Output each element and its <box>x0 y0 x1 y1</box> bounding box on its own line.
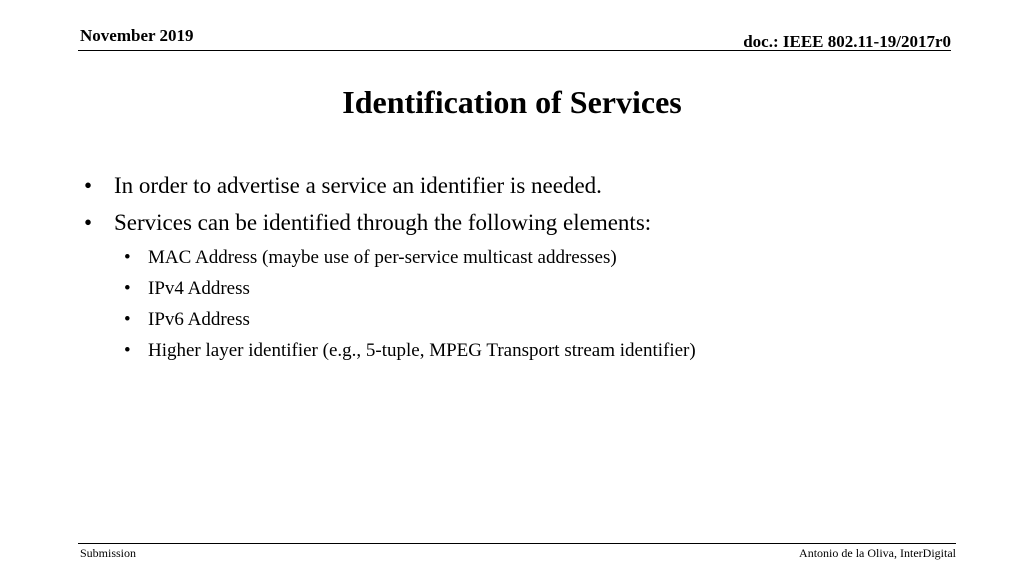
header-doc-id: doc.: IEEE 802.11-19/2017r0 <box>743 32 951 51</box>
header-divider <box>78 50 951 51</box>
header-date: November 2019 <box>80 26 194 45</box>
bullet-icon: • <box>124 309 131 330</box>
sub-bullet-text: Higher layer identifier (e.g., 5-tuple, MPEG Transport stream identifier) <box>148 340 696 361</box>
sub-bullet-text: MAC Address (maybe use of per-service multicast addresses) <box>148 247 617 268</box>
bullet-item <box>84 209 696 237</box>
bullet-icon: • <box>84 210 93 235</box>
bullet-text: Services can be identified through the following elements: <box>114 210 652 235</box>
bullet-icon: • <box>124 247 131 268</box>
bullet-item <box>84 172 696 200</box>
sub-bullet-text: IPv6 Address <box>148 309 250 330</box>
bullet-icon: • <box>124 278 131 299</box>
footer-submission: Submission <box>80 546 137 560</box>
bullet-list <box>84 172 696 370</box>
bullet-icon: • <box>124 340 131 361</box>
sub-bullet-item <box>84 246 696 269</box>
sub-bullet-item <box>84 308 696 331</box>
bullet-icon: • <box>84 173 93 198</box>
slide-title: Identification of Services <box>342 84 682 120</box>
sub-bullet-text: IPv4 Address <box>148 278 250 299</box>
footer-author: Antonio de la Oliva, InterDigital <box>799 546 956 560</box>
sub-bullet-item <box>84 277 696 300</box>
bullet-text: In order to advertise a service an identifier is needed. <box>114 173 602 198</box>
footer-divider <box>78 543 956 544</box>
sub-bullet-item <box>84 339 696 362</box>
